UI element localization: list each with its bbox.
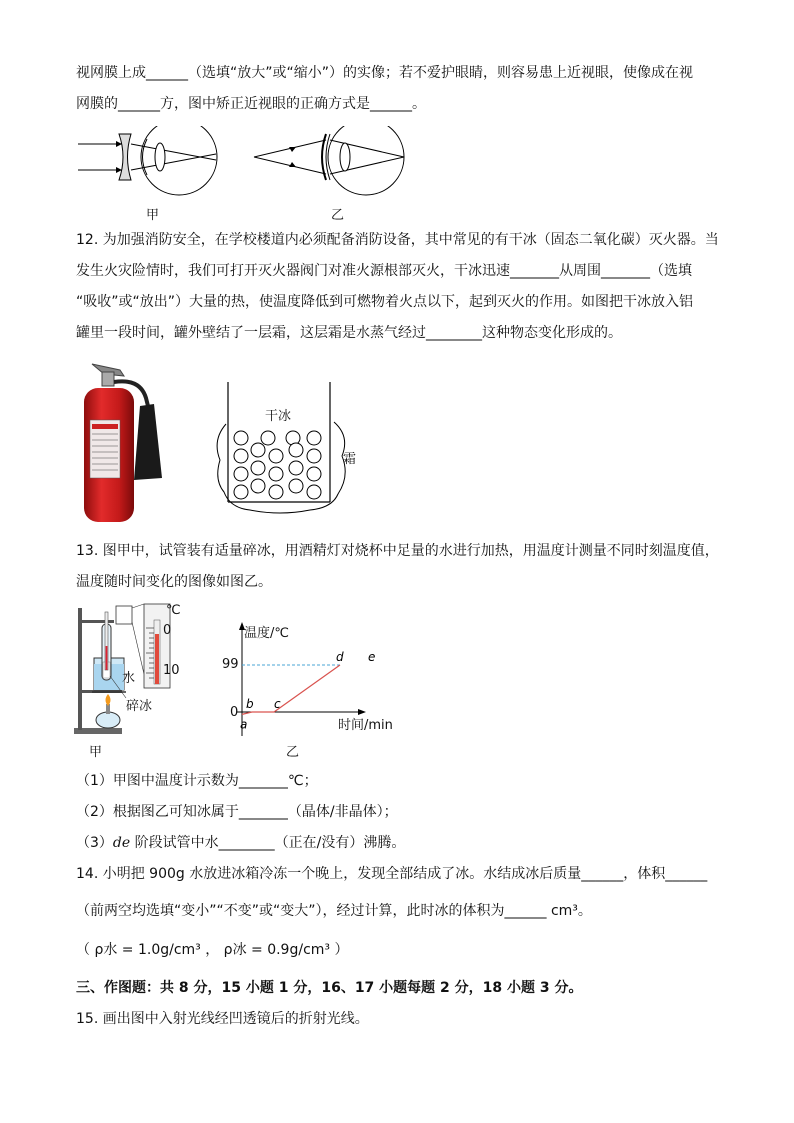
graph-point-b: b bbox=[246, 697, 254, 711]
q12-line4: 罐里一段时间，罐外壁结了一层霜，这层霜是水蒸气经过________这种物态变化形成的。 bbox=[76, 325, 622, 341]
graph-tick-99: 99 bbox=[222, 657, 239, 672]
fire-extinguisher-image bbox=[80, 358, 180, 526]
graph-point-e: e bbox=[368, 650, 376, 664]
label-water: 水 bbox=[122, 671, 136, 686]
q13-line2: 温度随时间变化的图像如图乙。 bbox=[76, 574, 272, 590]
section3-heading: 三、作图题：共 8 分，15 小题 1 分，16、17 小题每题 2 分，18 小题 3 分。 bbox=[76, 980, 583, 996]
graph-point-a: a bbox=[240, 717, 248, 732]
fig-label-jia-13: 甲 bbox=[89, 745, 103, 760]
q13-line1: 13. 图甲中，试管装有适量碎冰，用酒精灯对烧杯中足量的水进行加热，用温度计测量不同时刻温度值， bbox=[76, 543, 719, 559]
label-dry-ice: 干冰 bbox=[265, 409, 292, 424]
temperature-series-line bbox=[242, 665, 340, 714]
thermo-10-label: 10 bbox=[163, 663, 180, 678]
q11-line1: 视网膜上成______（选填“放大”或“缩小”）的实像；若不爱护眼睛，则容易患上近视眼，使像成在视 bbox=[76, 65, 694, 81]
q11-line2: 网膜的______方，图中矫正近视眼的正确方式是______。 bbox=[76, 96, 426, 112]
q13-sub3-prefix: （3） bbox=[76, 835, 113, 851]
q12-line2: 发生火灾险情时，我们可打开灭火器阀门对准火源根部灭火，干冰迅速_______从周围_______（选填 bbox=[76, 263, 692, 279]
dry-ice-can-diagram bbox=[210, 380, 360, 520]
eye-figure-yi bbox=[254, 126, 404, 195]
q13-sub3 bbox=[76, 833, 405, 853]
q12-line3: “吸收”或“放出”）大量的热，使温度降低到可燃物着火点以下，起到灭火的作用。如图把干冰放入铝 bbox=[76, 294, 694, 310]
q14-line1: 14. 小明把 900g 水放进冰箱冷冻一个晚上，发现全部结成了冰。水结成冰后质量______，体积______ bbox=[76, 866, 708, 882]
graph-point-c: c bbox=[274, 697, 281, 711]
fig-label-yi-13: 乙 bbox=[286, 745, 300, 760]
eye-figure-jia bbox=[78, 126, 217, 195]
graph-tick-0: 0 bbox=[230, 705, 239, 720]
q15-line: 15. 画出图中入射光线经凹透镜后的折射光线。 bbox=[76, 1011, 369, 1027]
label-frost: 霜 bbox=[343, 452, 357, 467]
q13-sub3-suffix: 阶段试管中水________（正在/没有）沸腾。 bbox=[130, 835, 406, 851]
q14-line3: （ ρ水 = 1.0g/cm³ ， ρ冰 = 0.9g/cm³ ） bbox=[76, 942, 349, 958]
q13-sub1: （1）甲图中温度计示数为_______℃； bbox=[76, 773, 318, 789]
graph-point-d: d bbox=[336, 650, 344, 664]
eye-diagrams bbox=[74, 126, 424, 226]
fig-label-jia: 甲 bbox=[146, 208, 160, 223]
fig-label-yi: 乙 bbox=[331, 208, 345, 223]
graph-y-label: 温度/℃ bbox=[244, 626, 289, 641]
graph-x-label: 时间/min bbox=[338, 718, 393, 733]
q13-sub2: （2）根据图乙可知冰属于_______（晶体/非晶体）； bbox=[76, 804, 398, 820]
thermo-unit-label: ℃ bbox=[166, 603, 181, 618]
q13-sub3-stage: de bbox=[112, 835, 131, 851]
q14-line2: （前两空均选填“变小”“不变”或“变大”），经过计算，此时冰的体积为______ cm³。 bbox=[76, 903, 592, 919]
label-crushed-ice: 碎冰 bbox=[126, 699, 153, 714]
thermo-0-label: 0 bbox=[163, 623, 172, 638]
q12-line1: 12. 为加强消防安全，在学校楼道内必须配备消防设备，其中常见的有干冰（固态二氧化碳）灭火器。当 bbox=[76, 232, 719, 248]
